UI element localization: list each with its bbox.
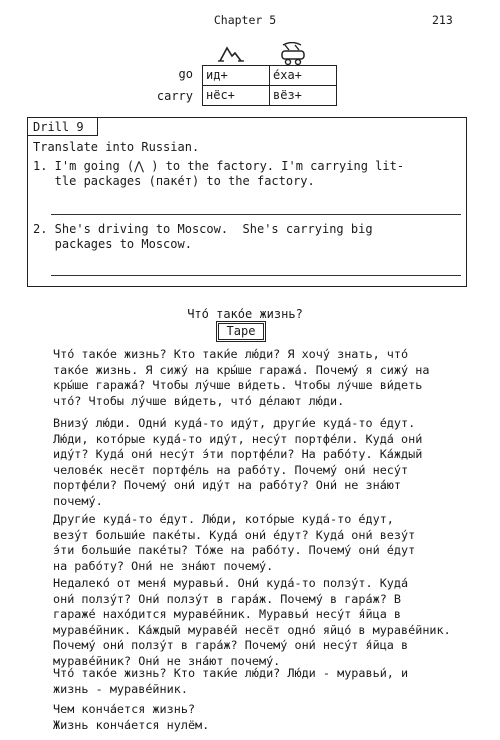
verb-cell-ride: е́ха+: [270, 66, 337, 86]
verb-row-go: [203, 66, 337, 86]
walking-icon: [216, 44, 246, 64]
drill-item-1: 1. I'm going (⋀ ) to the factory. I'm carrying lit- tle packages (паке́т) to the factory.: [33, 159, 405, 188]
verb-cell-ride: вёз+: [270, 86, 337, 106]
paragraph: Недалеко́ от меня́ муравьи́. Они́ куда́-то ползу́т. Куда́ они́ ползу́т? Они́ ползу́т в гара́ж. Почему́ в гара́ж? В гараже́ нахо́дится мураве́йник. Муравьи́ несу́т я́йца в мураве́йник. Ка́ждый мураве́й несёт одно́ яйцо́ в мураве́йник. Почему́ они́ ползу́т в гара́ж? Почему́ они́ несу́т я́йца в мураве́йник? Они́ не зна́ют почему́.: [53, 576, 451, 668]
drill-title: Drill 9: [33, 120, 84, 134]
page-number: 213: [432, 13, 453, 27]
reading-title: Что́ тако́е жизнь?: [187, 307, 303, 321]
drill-item-2: 2. She's driving to Moscow. She's carrying big packages to Moscow.: [33, 222, 373, 251]
drill-title-divider: [97, 118, 98, 136]
verb-cell-walk: нёс+: [203, 86, 270, 106]
tape-label: Tape: [218, 323, 264, 340]
vehicle-icon: [278, 42, 308, 66]
verb-icons: [200, 40, 320, 66]
paragraph: Что́ тако́е жизнь? Кто таки́е лю́ди? Я хочу́ знать, что́ тако́е жизнь. Я сижу́ на кры́ше гаража́. Почему́ я сижу́ на кры́ше гаража́? Чтобы лу́чше ви́деть. Чтобы лу́чше ви́деть что́? Чтобы лу́чше ви́деть, что́ де́лают лю́ди.: [53, 347, 430, 408]
paragraph: Други́е куда́-то е́дут. Лю́ди, кото́рые куда́-то е́дут, везу́т больши́е паке́ты. Куда́ они́ е́дут? Куда́ они́ везу́т э́ти больши́е паке́ты? То́же на рабо́ту. Почему́ они́ е́дут на рабо́ту? Они́ не зна́ют почему́.: [53, 512, 416, 573]
verb-cell-walk: ид+: [203, 66, 270, 86]
verb-label-go: go: [178, 67, 193, 81]
verb-table: [202, 65, 337, 106]
verb-label-carry: carry: [156, 89, 193, 103]
paragraph: Чем конча́ется жизнь? Жизнь конча́ется нулём.: [53, 702, 210, 732]
paragraph: Что́ тако́е жизнь? Кто таки́е лю́ди? Лю́ди - муравьи́, и жизнь - мураве́йник.: [53, 666, 409, 696]
answer-line[interactable]: [51, 275, 461, 276]
drill-box: [27, 117, 467, 287]
drill-instruction: Translate into Russian.: [33, 140, 200, 154]
drill-title-divider: [28, 135, 98, 136]
paragraph: Внизу́ лю́ди. Одни́ куда́-то иду́т, други́е куда́-то е́дут. Лю́ди, кото́рые куда́-то иду́т, несу́т портфе́ли. Куда́ они́ иду́т? Куда́ они́ несу́т э́ти портфе́ли? На рабо́ту. Ка́ждый челове́к несёт портфе́ль на рабо́ту. Почему́ они́ несу́т портфе́ли? Почему́ они́ иду́т на рабо́ту? Они́ не зна́ют почему́.: [53, 416, 423, 508]
chapter-header: Chapter 5: [213, 13, 277, 27]
answer-line[interactable]: [51, 214, 461, 215]
verb-row-carry: [203, 86, 337, 106]
